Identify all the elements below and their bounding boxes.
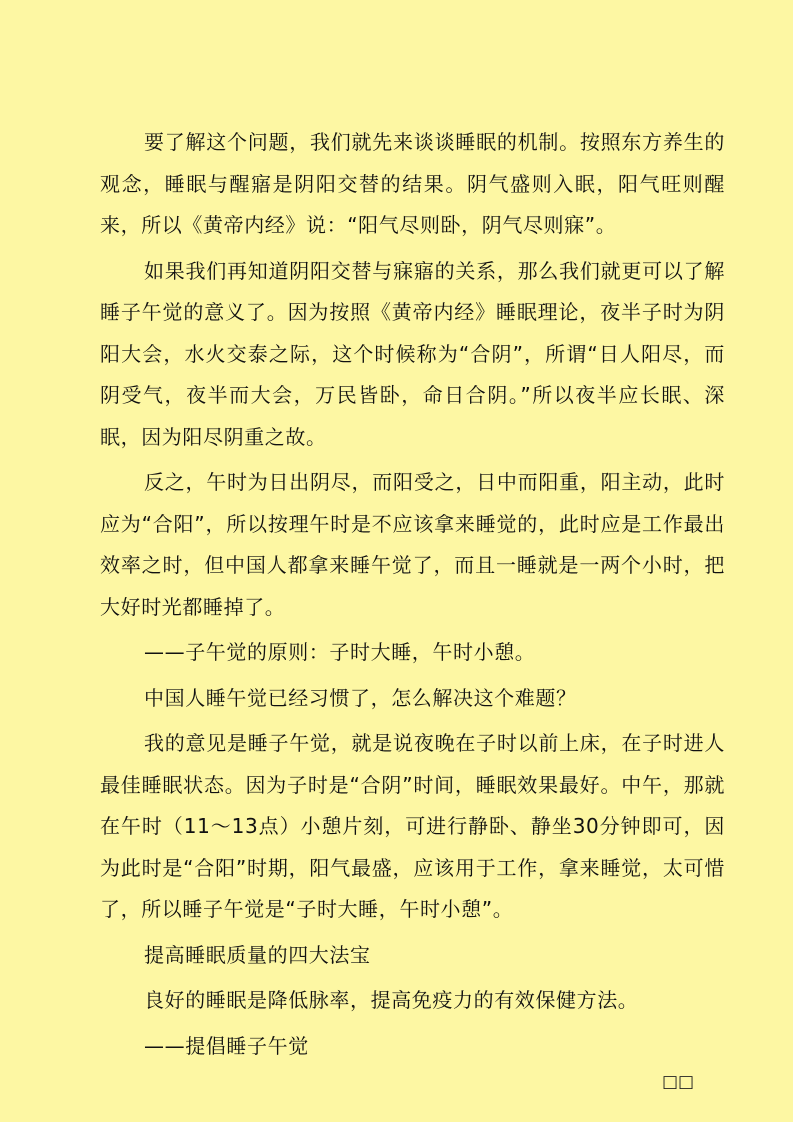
paragraph-nap-question: 中国人睡午觉已经习惯了，怎么解决这个难题？ [144,685,577,710]
page-number: □□ [662,1072,695,1092]
paragraph-author-opinion: 我的意见是睡子午觉，就是说夜晚在子时以前上床，在子时进人最佳睡眠状态。因为子时是“合阴”时间，睡眠效果最好。中午，那就在午时（11～13点）小憩片刻，可进行静卧、静坐30分钟即可，因为此时是“合阳”时期，阳气最盛，应该用于工作，拿来睡觉，太可惜了，所以睡子午觉是“子时大睡，午时小憩”。 [100,731,725,921]
paragraph-advocate-nap: ——提倡睡子午觉 [144,1033,309,1058]
paragraph-nap-principle: ——子午觉的原则：子时大睡，午时小憩。 [144,640,536,664]
paragraph-sleep-mechanism: 要了解这个问题，我们就先来谈谈睡眠的机制。按照东方养生的观念，睡眠与醒寤是阴阳交替的结果。阴气盛则入眠，阳气旺则醒来，所以《黄帝内经》说：“阳气尽则卧，阴气尽则寐”。 [100,130,725,237]
paragraph-yin-yang-midnight: 如果我们再知道阴阳交替与寐寤的关系，那么我们就更可以了解睡子午觉的意义了。因为按照《黄帝内经》睡眠理论，夜半子时为阴阳大会，水火交泰之际，这个时候称为“合阴”，所谓“日人阳尽，而阴受气，夜半而大会，万民皆卧，命日合阴。”所以夜半应长眠、深眠，因为阳尽阴重之故。 [100,258,725,449]
paragraph-noon-nap: 反之，午时为日出阴尽，而阳受之，日中而阳重，阳主动，此时应为“合阳”，所以按理午时是不应该拿来睡觉的，此时应是工作最出效率之时，但中国人都拿来睡午觉了，而且一睡就是一两个小时，把大好时光都睡掉了。 [100,470,725,619]
document-body [100,122,725,1071]
paragraph-good-sleep: 良好的睡眠是降低脉率，提高免疫力的有效保健方法。 [144,988,639,1012]
section-heading-sleep-quality: 提高睡眠质量的四大法宝 [144,942,371,967]
